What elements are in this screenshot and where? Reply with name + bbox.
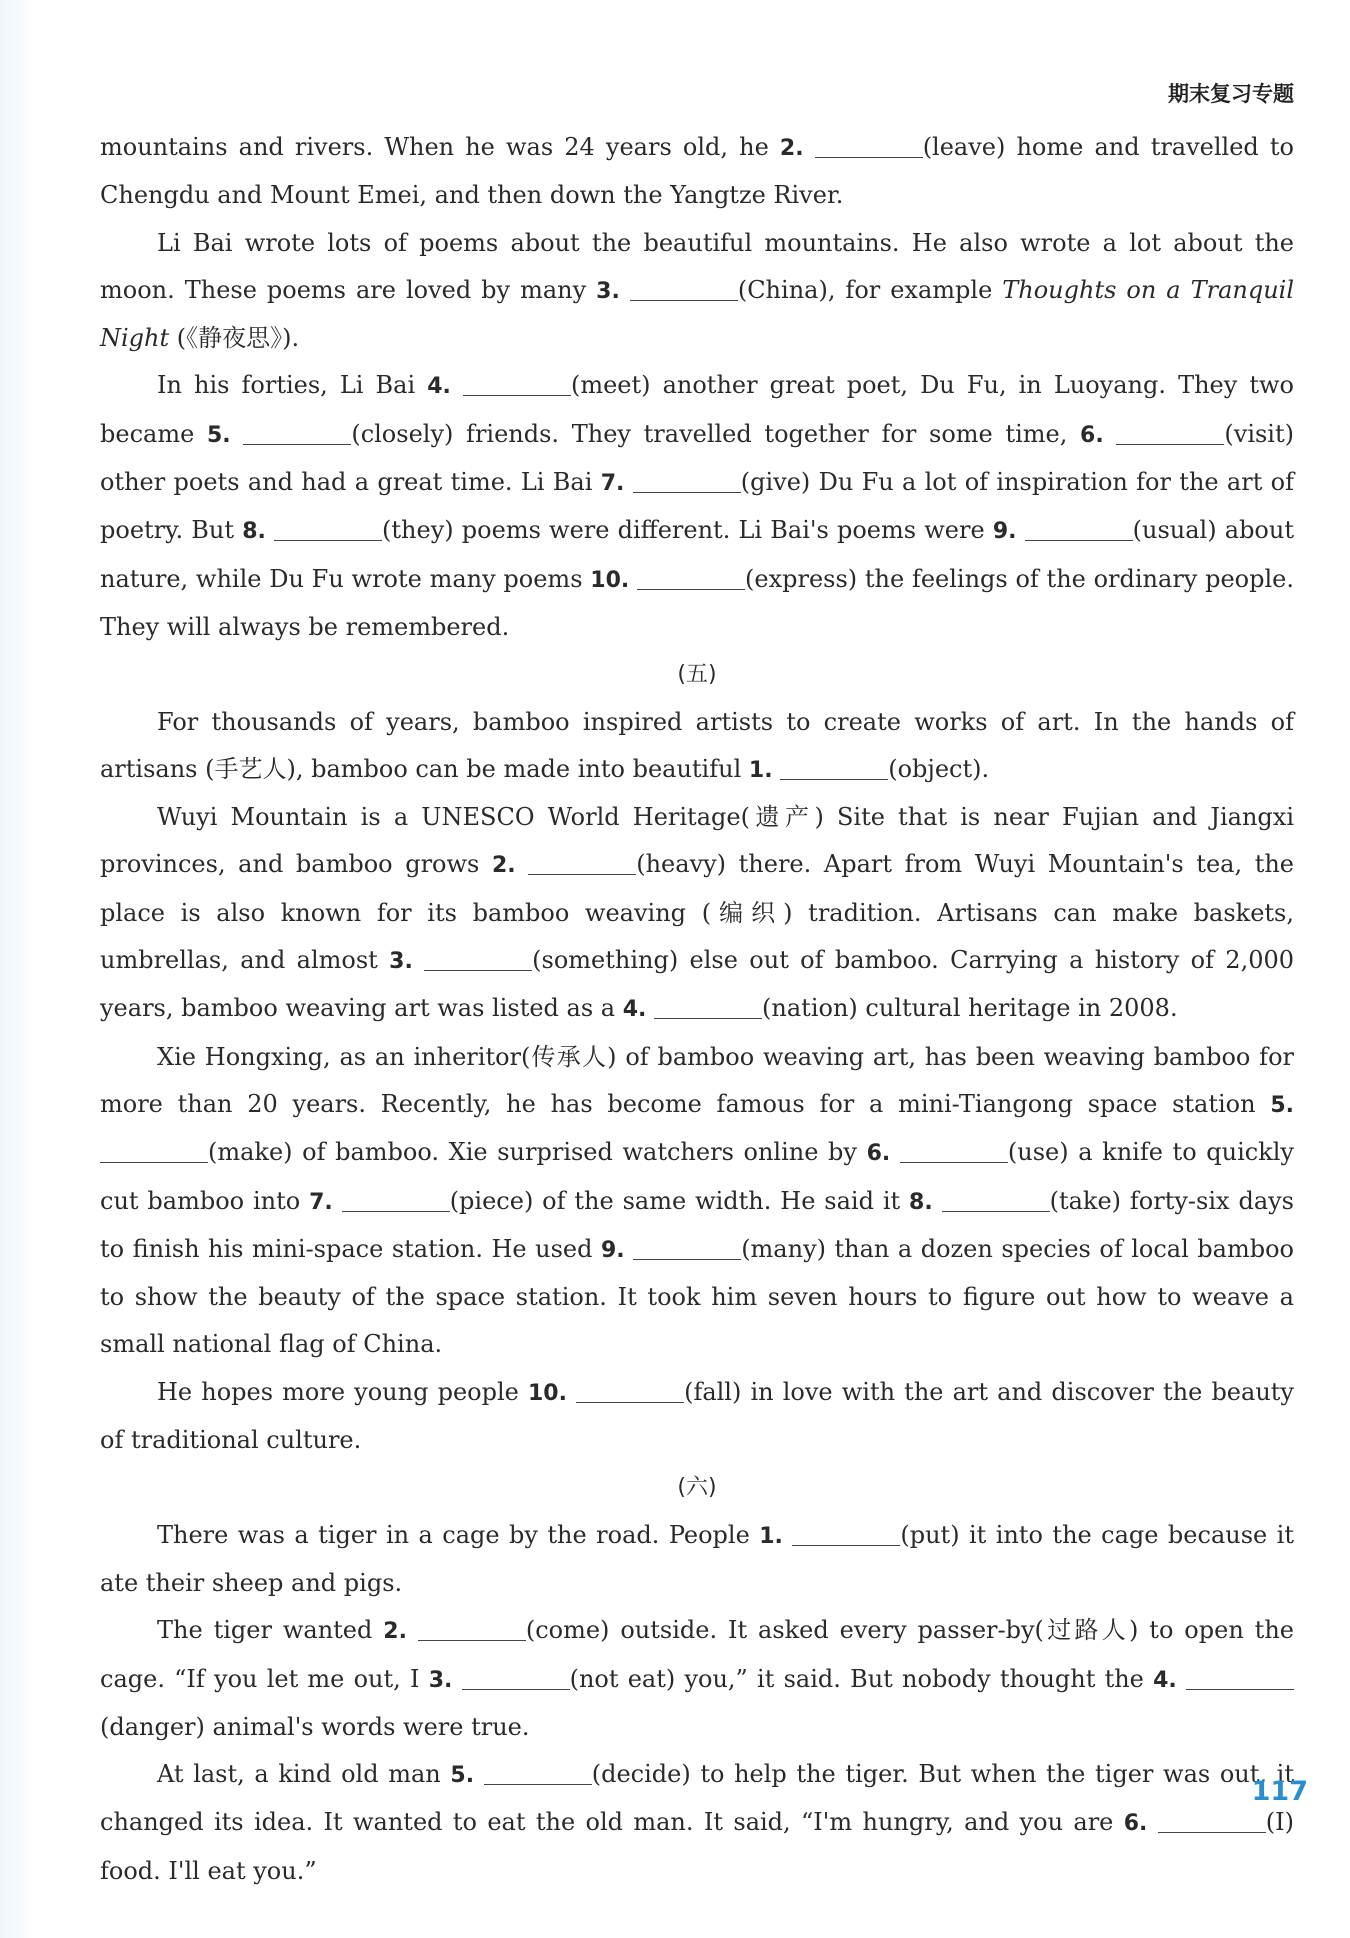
answer-blank[interactable] <box>633 1258 741 1260</box>
question-number: 7. <box>600 471 625 497</box>
answer-blank[interactable] <box>484 1783 592 1785</box>
answer-blank[interactable] <box>528 873 636 875</box>
answer-blank[interactable] <box>654 1017 762 1019</box>
answer-blank[interactable] <box>1025 539 1133 541</box>
answer-blank[interactable] <box>633 491 741 493</box>
poem-title: Thoughts on a Tranquil Night <box>100 275 1295 353</box>
paragraph: Wuyi Mountain is a UNESCO World Heritage(遗产) Site that is near Fujian and Jiangxi provinces, and bamboo grows 2. (heavy) there. Apart from Wuyi Mountain's tea, the place is also known for its bamboo weaving (编织) tradition. Artisans can make baskets, umbrellas, and almost 3. (something) else out of bamboo. Carrying a history of 2,000 years, bamboo weaving art was listed as a 4. (nation) cultural heritage in 2008. <box>100 803 1295 1023</box>
answer-blank[interactable] <box>900 1161 1008 1163</box>
paragraph: There was a tiger in a cage by the road. People 1. (put) it into the cage because it ate their sheep and pigs. <box>100 1520 1294 1597</box>
answer-blank[interactable] <box>100 1161 208 1163</box>
answer-blank[interactable] <box>463 394 571 396</box>
answer-blank[interactable] <box>274 539 382 541</box>
question-number: 1. <box>759 1523 783 1549</box>
page-body <box>100 124 1294 1895</box>
section-heading: (五) <box>677 662 717 688</box>
page-header-title: 期末复习专题 <box>1168 82 1294 106</box>
question-number: 9. <box>992 519 1017 545</box>
answer-blank[interactable] <box>792 1544 900 1546</box>
paragraph: Xie Hongxing, as an inheritor(传承人) of bamboo weaving art, has been weaving bamboo for more than 20 years. Recently, he has become famous for a mini-Tiangong space station 5. (make) of bamboo. Xie surprised watchers online by 6. (use) a knife to quickly cut bamboo into 7. (piece) of the same width. He said it 8. (take) forty-six days to finish his mini-space station. He used 9. (many) than a dozen species of local bamboo to show the beauty of the space station. It took him seven hours to figure out how to weave a small national flag of China. <box>100 1042 1294 1359</box>
question-number: 2. <box>383 1619 407 1645</box>
question-number: 1. <box>748 757 773 783</box>
question-number: 8. <box>909 1189 933 1215</box>
paragraph: For thousands of years, bamboo inspired artists to create works of art. In the hands of artisans (手艺人), bamboo can be made into beautiful 1. (object). <box>100 707 1294 783</box>
section-heading: (六) <box>677 1475 717 1501</box>
answer-blank[interactable] <box>942 1210 1050 1212</box>
question-number: 4. <box>1153 1667 1177 1693</box>
answer-blank[interactable] <box>780 778 888 780</box>
question-number: 7. <box>309 1189 333 1215</box>
paragraph: Li Bai wrote lots of poems about the beautiful mountains. He also wrote a lot about the moon. These poems are loved by many 3. (China), for example Thoughts on a Tranquil Night (《静夜思》). <box>100 228 1295 353</box>
page-number: 117 <box>1251 1776 1308 1807</box>
answer-blank[interactable] <box>424 969 532 971</box>
answer-blank[interactable] <box>1158 1831 1266 1833</box>
answer-blank[interactable] <box>1186 1688 1294 1690</box>
answer-blank[interactable] <box>637 588 745 590</box>
question-number: 10. <box>590 567 630 593</box>
question-number: 9. <box>600 1237 625 1263</box>
page-edge-shading <box>0 0 32 1938</box>
question-number: 3. <box>428 1667 453 1693</box>
answer-blank[interactable] <box>462 1688 570 1690</box>
question-number: 6. <box>866 1141 891 1167</box>
paragraph: He hopes more young people 10. (fall) in love with the art and discover the beauty of traditional culture. <box>100 1377 1294 1455</box>
answer-blank[interactable] <box>243 443 351 445</box>
question-number: 5. <box>206 422 231 448</box>
question-number: 4. <box>427 374 451 400</box>
question-number: 6. <box>1123 1811 1148 1837</box>
question-number: 8. <box>242 519 266 545</box>
question-number: 5. <box>1270 1092 1294 1118</box>
question-number: 6. <box>1080 422 1104 448</box>
answer-blank[interactable] <box>815 156 923 158</box>
question-number: 5. <box>450 1763 475 1789</box>
paragraph: At last, a kind old man 5. (decide) to help the tiger. But when the tiger was out, it changed its idea. It wanted to eat the old man. It said, “I'm hungry, and you are 6. (I) food. I'll eat you.” <box>100 1760 1295 1885</box>
paragraph: mountains and rivers. When he was 24 years old, he 2. (leave) home and travelled to Chengdu and Mount Emei, and then down the Yangtze River. <box>100 133 1295 210</box>
question-number: 2. <box>491 853 516 879</box>
question-number: 3. <box>596 278 620 304</box>
question-number: 2. <box>779 136 804 161</box>
answer-blank[interactable] <box>342 1210 450 1212</box>
question-number: 4. <box>622 997 647 1023</box>
question-number: 3. <box>389 949 413 975</box>
paragraph: The tiger wanted 2. (come) outside. It asked every passer-by(过路人) to open the cage. “If you let me out, I 3. (not eat) you,” it said. But nobody thought the 4. (danger) animal's words were true. <box>100 1616 1294 1741</box>
question-number: 10. <box>527 1380 567 1406</box>
answer-blank[interactable] <box>630 299 738 301</box>
paragraph: In his forties, Li Bai 4. (meet) another great poet, Du Fu, in Luoyang. They two became 5. (closely) friends. They travelled together for some time, 6. (visit) other poets and had a great time. Li Bai 7. (give) Du Fu a lot of inspiration for the art of poetry. But 8. (they) poems were different. Li Bai's poems were 9. (usual) about nature, while Du Fu wrote many poems 10. (express) the feelings of the ordinary people. They will always be remembered. <box>100 371 1294 641</box>
answer-blank[interactable] <box>576 1401 684 1403</box>
answer-blank[interactable] <box>418 1639 526 1641</box>
answer-blank[interactable] <box>1116 443 1224 445</box>
